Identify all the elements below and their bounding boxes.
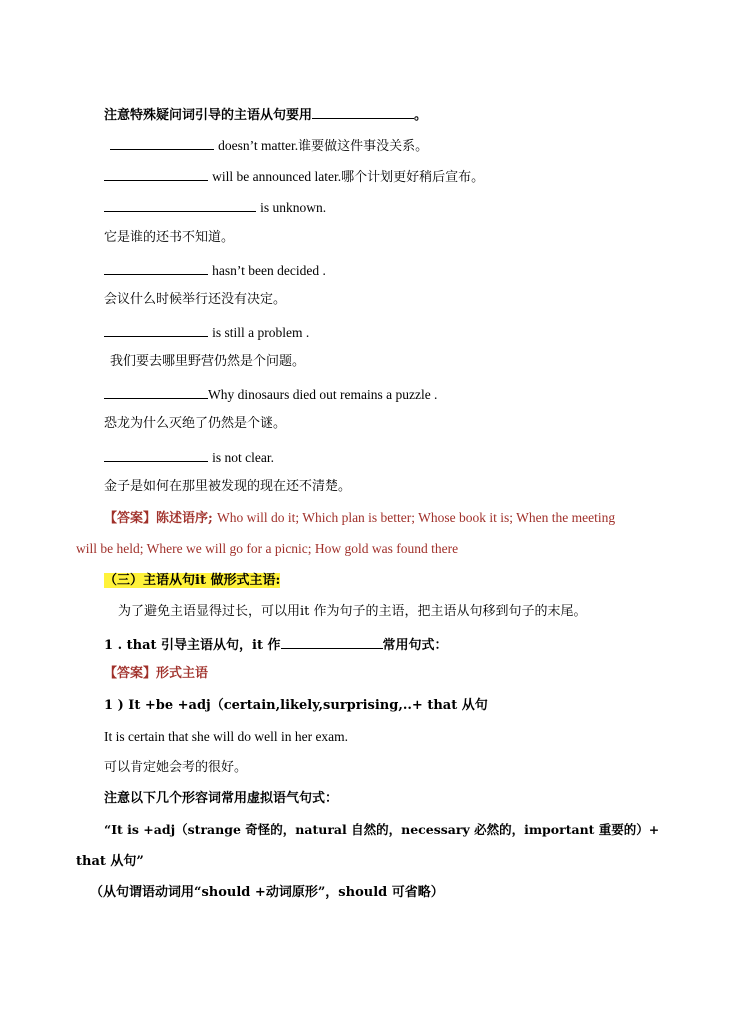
- section-title: [104, 572, 280, 590]
- exercise-2: [104, 166, 484, 187]
- blank-line: [110, 135, 214, 150]
- exercise-translation: 谁要做这件事没关系。: [298, 139, 429, 154]
- blank-line: [312, 104, 414, 119]
- section-intro: 为了避免主语显得过长，可以用it 作为句子的主语，把主语从句移到句子的末尾。: [118, 604, 587, 619]
- answer-1-line-1: [104, 509, 615, 528]
- exercise-6-translation: 恐龙为什么灭绝了仍然是个谜。: [104, 416, 287, 431]
- exercise-translation: 哪个计划更好稍后宣布。: [341, 170, 485, 185]
- exercise-sentence: Why dinosaurs died out remains a puzzle .: [208, 387, 438, 402]
- exercise-sentence: is unknown.: [260, 200, 327, 215]
- answer-label: 【答案】陈述语序;: [104, 511, 213, 526]
- section-title-text: （三）主语从句it 做形式主语:: [104, 573, 281, 588]
- question-prefix: 1 . that 引导主语从句，it 作: [104, 638, 281, 653]
- exercise-6: [104, 384, 437, 405]
- blank-line: [104, 260, 208, 275]
- exercise-5: [104, 322, 309, 343]
- answer-2: 【答案】形式主语: [104, 666, 209, 681]
- example-chinese: 可以肯定她会考的很好。: [104, 760, 248, 775]
- blank-line: [104, 322, 208, 337]
- exercise-sentence: doesn’t matter.: [218, 138, 299, 153]
- note-heading-text: 注意特殊疑问词引导的主语从句要用: [104, 108, 313, 123]
- pattern-1: 1 ) It +be +adj（certain,likely,surprising,..+ that 从句: [104, 698, 488, 713]
- blank-line: [281, 634, 383, 649]
- exercise-sentence: hasn’t been decided .: [212, 263, 326, 278]
- blank-line: [104, 166, 208, 181]
- exercise-3-translation: 它是谁的还书不知道。: [104, 230, 235, 245]
- pattern-2-line-1: “It is +adj（strange 奇怪的，natural 自然的，necessary 必然的，important 重要的）+: [104, 822, 660, 837]
- exercise-sentence: is still a problem .: [212, 325, 310, 340]
- answer-1-line-2: will be held; Where we will go for a picnic; How gold was found there: [76, 541, 459, 556]
- note-2: 注意以下几个形容词常用虚拟语气句式：: [104, 791, 339, 806]
- exercise-sentence: will be announced later.: [212, 169, 342, 184]
- exercise-7: [104, 447, 274, 468]
- example-english: It is certain that she will do well in her exam.: [104, 729, 349, 744]
- note-heading: [104, 104, 427, 125]
- exercise-1: [110, 135, 428, 156]
- question-suffix: 常用句式：: [382, 638, 448, 653]
- blank-line: [104, 447, 208, 462]
- pattern-2-line-2: that 从句”: [76, 854, 144, 869]
- note-heading-end: 。: [414, 108, 428, 123]
- exercise-5-translation: 我们要去哪里野营仍然是个问题。: [110, 354, 306, 369]
- exercise-4: [104, 260, 326, 281]
- exercise-4-translation: 会议什么时候举行还没有决定。: [104, 292, 287, 307]
- exercise-sentence: is not clear.: [212, 450, 274, 465]
- pattern-2-note: （从句谓语动词用“should +动词原形”，should 可省略）: [90, 885, 444, 900]
- blank-line: [104, 384, 208, 399]
- question-1: [104, 634, 448, 655]
- exercise-3: [104, 197, 326, 218]
- blank-line: [104, 197, 256, 212]
- exercise-7-translation: 金子是如何在那里被发现的现在还不清楚。: [104, 479, 352, 494]
- answer-text: Who will do it; Which plan is better; Whose book it is; When the meeting: [216, 510, 616, 525]
